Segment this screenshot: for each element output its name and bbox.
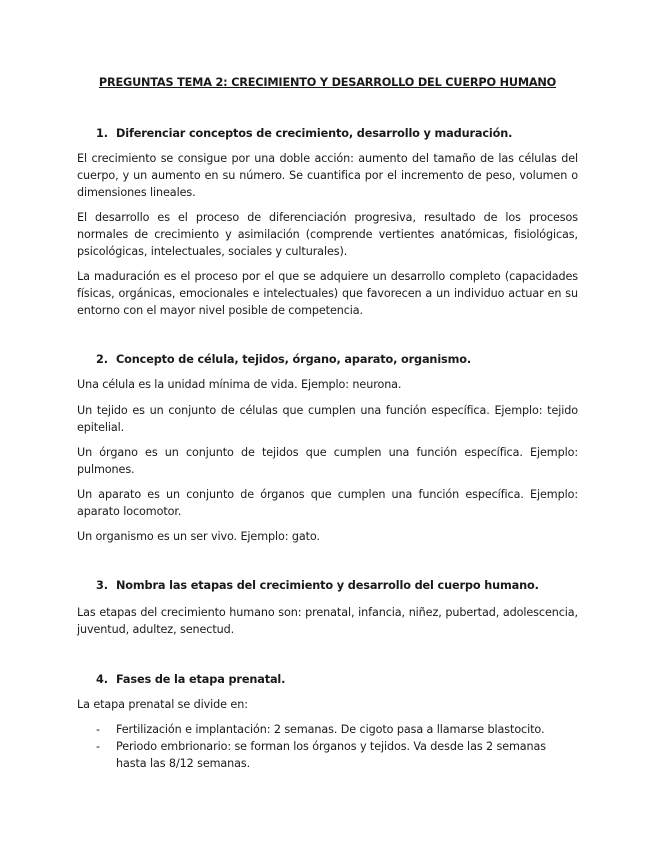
section-2-heading [96,353,471,366]
section-heading-text: Fases de la etapa prenatal. [116,673,286,686]
section-heading-text: Nombra las etapas del crecimiento y desarrollo del cuerpo humano. [116,579,539,592]
paragraph: Las etapas del crecimiento humano son: prenatal, infancia, niñez, pubertad, adolescencia, juventud, adultez, senectud. [77,606,578,636]
paragraph: Una célula es la unidad mínima de vida. Ejemplo: neurona. [77,378,402,391]
bullet-marker: - [96,723,100,736]
section-1-heading [96,127,512,140]
bullet-marker: - [96,740,100,753]
section-number: 2. [96,353,108,366]
section-heading-text: Concepto de célula, tejidos, órgano, aparato, organismo. [116,353,471,366]
paragraph: Un aparato es un conjunto de órganos que cumplen una función específica. Ejemplo: aparato locomotor. [77,488,578,518]
paragraph: Un tejido es un conjunto de células que cumplen una función específica. Ejemplo: tejido epitelial. [77,404,578,434]
section-heading-text: Diferenciar conceptos de crecimiento, desarrollo y maduración. [116,127,513,140]
page-title: PREGUNTAS TEMA 2: CRECIMIENTO Y DESARROLLO DEL CUERPO HUMANO [98,76,557,89]
paragraph: El crecimiento se consigue por una doble acción: aumento del tamaño de las células del cuerpo, y un aumento en su número. Se cuantifica por el incremento de peso, volumen o dimensiones lineales. [77,152,578,199]
section-4-heading [96,673,285,686]
paragraph: Un organismo es un ser vivo. Ejemplo: gato. [77,530,320,543]
section-number: 1. [96,127,108,140]
paragraph: El desarrollo es el proceso de diferenciación progresiva, resultado de los procesos normales de crecimiento y asimilación (comprende vertientes anatómicas, fisiológicas, psicológicas, intelectuales, sociales y culturales). [77,211,578,258]
list-item [96,721,578,738]
section-number: 3. [96,579,108,592]
list-item [96,738,578,772]
section-3-heading [96,579,539,592]
list-item-text: Fertilización e implantación: 2 semanas. De cigoto pasa a llamarse blastocito. [116,723,545,736]
paragraph: La etapa prenatal se divide en: [77,698,248,711]
paragraph: Un órgano es un conjunto de tejidos que cumplen una función específica. Ejemplo: pulmones. [77,446,578,476]
section-number: 4. [96,673,108,686]
list-item-text: Periodo embrionario: se forman los órganos y tejidos. Va desde las 2 semanas hasta las 8/12 semanas. [116,740,547,770]
paragraph: La maduración es el proceso por el que se adquiere un desarrollo completo (capacidades físicas, orgánicas, emocionales e intelectuales) que favorecen a un individuo actuar en su entorno con el mayor nivel posible de competencia. [77,270,578,317]
